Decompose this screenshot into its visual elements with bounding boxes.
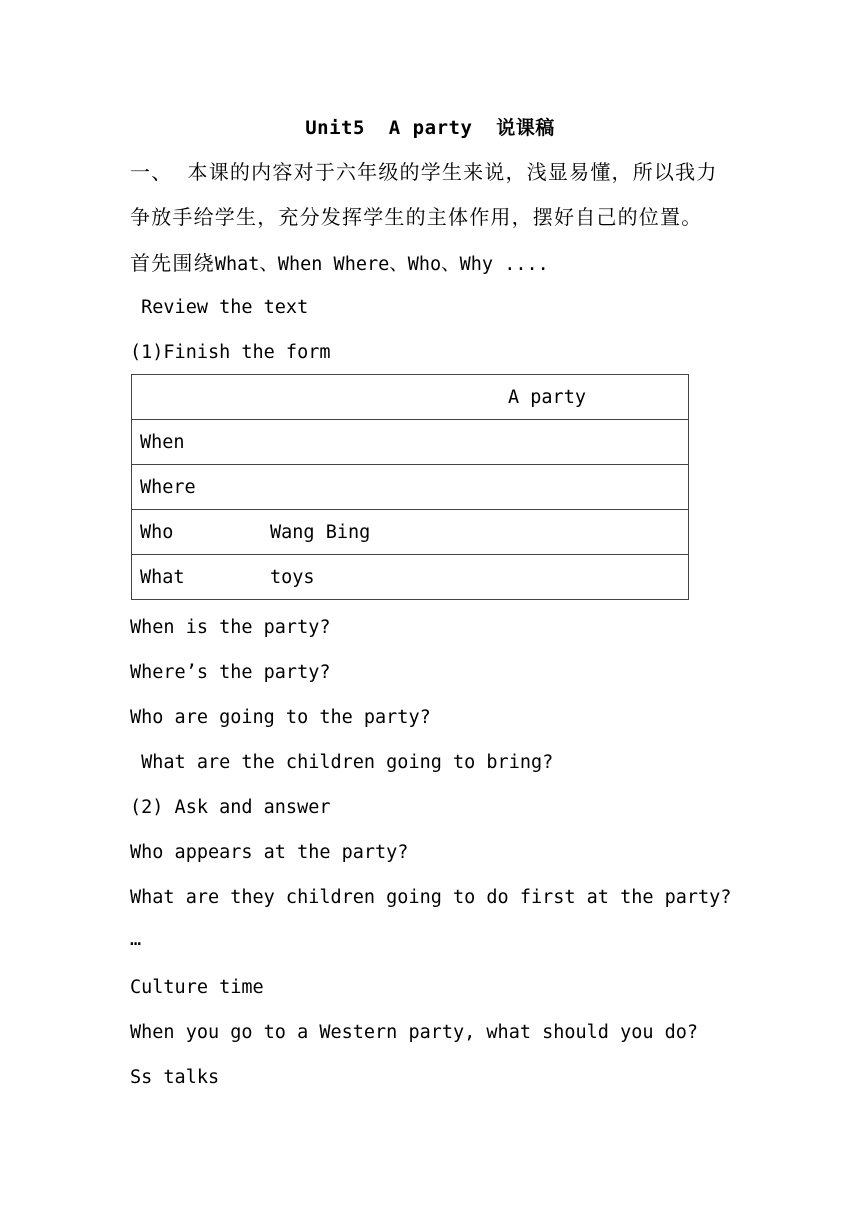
form-key: When xyxy=(140,431,185,453)
form-cell xyxy=(132,465,689,510)
form-header-cell: A party xyxy=(132,375,689,420)
question-line: Who are going to the party? xyxy=(130,707,431,728)
form-cell xyxy=(132,420,689,465)
finish-form-heading: (1)Finish the form xyxy=(130,342,331,363)
question-line: What are the children going to bring? xyxy=(130,752,554,773)
form-key: Where xyxy=(140,476,196,498)
form-value: toys xyxy=(270,566,315,588)
intro-line-1: 一、 本课的内容对于六年级的学生来说，浅显易懂，所以我力 xyxy=(130,160,718,184)
question-line: Who appears at the party? xyxy=(130,842,409,863)
culture-heading: Culture time xyxy=(130,977,264,998)
table-row xyxy=(132,420,689,465)
form-cell xyxy=(132,510,689,555)
form-key: Who xyxy=(140,521,174,543)
culture-question: When you go to a Western party, what should you do? xyxy=(130,1022,699,1043)
table-row xyxy=(132,375,689,420)
intro-line-3-cn: 首先围绕 xyxy=(130,251,215,275)
intro-line-2: 争放手给学生，充分发挥学生的主体作用，摆好自己的位置。 xyxy=(130,205,703,229)
form-value: Wang Bing xyxy=(270,521,371,543)
table-row xyxy=(132,555,689,600)
party-form-table xyxy=(131,374,689,600)
ask-answer-heading: (2) Ask and answer xyxy=(130,797,331,818)
ellipsis-line: … xyxy=(130,929,142,950)
question-line: What are they children going to do first at the party? xyxy=(130,887,732,908)
intro-line-3 xyxy=(130,249,549,279)
form-cell xyxy=(132,555,689,600)
table-row xyxy=(132,465,689,510)
intro-line-3-en: What、When Where、Who、Why .... xyxy=(214,254,549,275)
table-row xyxy=(132,510,689,555)
document-title: Unit5 A party 说课稿 xyxy=(305,117,555,139)
form-key: What xyxy=(140,566,185,588)
question-line: When is the party? xyxy=(130,617,331,638)
question-line: Where’s the party? xyxy=(130,662,331,683)
review-heading: Review the text xyxy=(130,297,309,318)
ss-talks-line: Ss talks xyxy=(130,1067,220,1088)
